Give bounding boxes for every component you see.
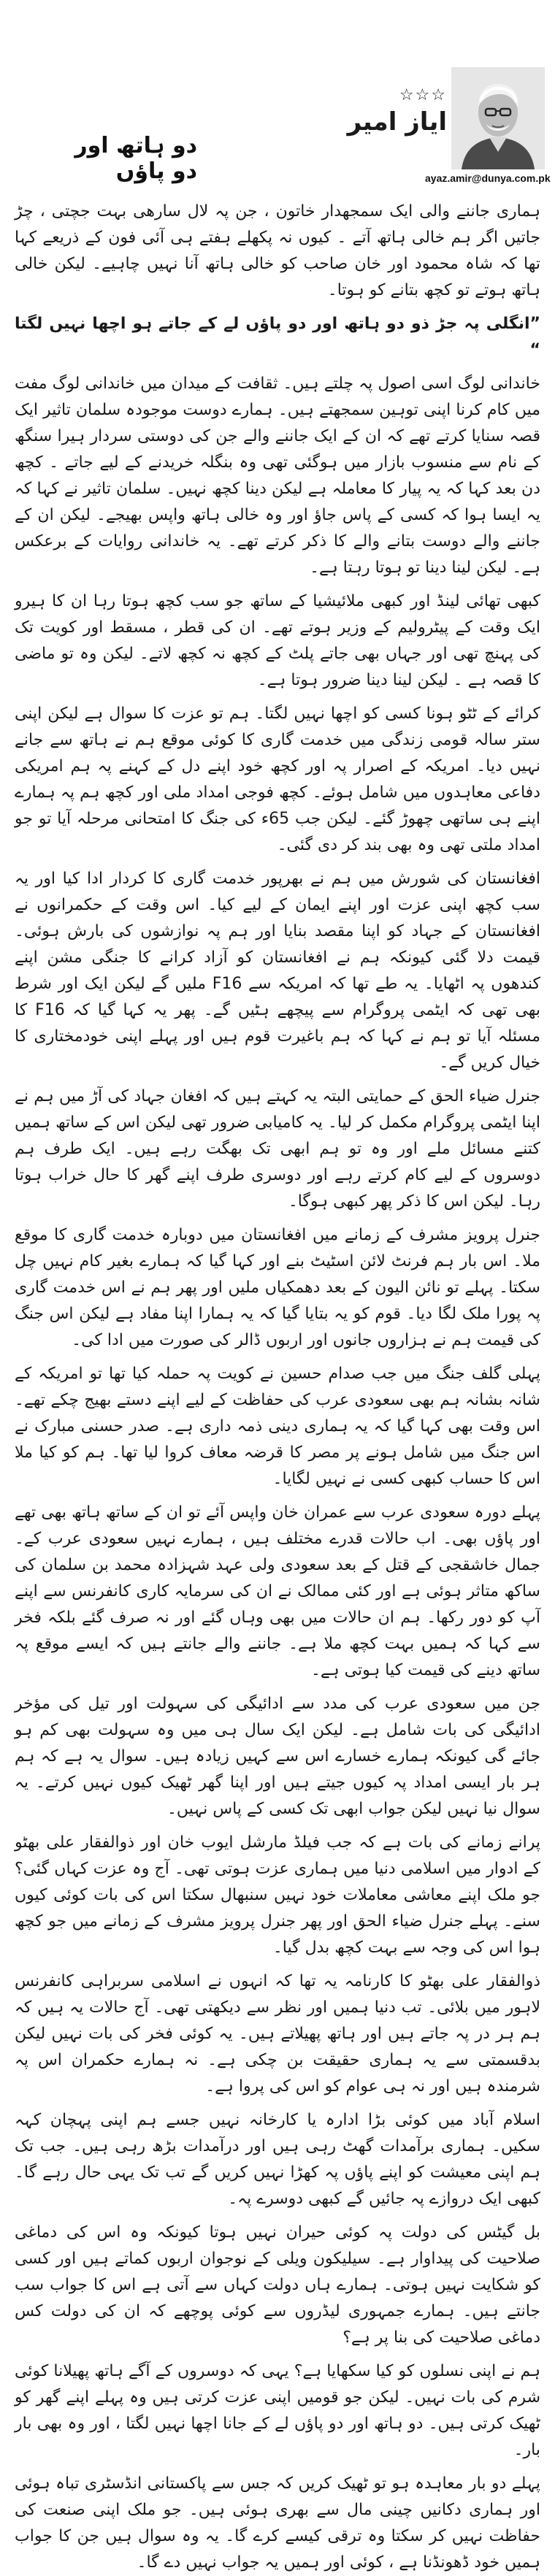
column-header <box>0 0 555 190</box>
article-paragraph: جنرل پرویز مشرف کے زمانے میں افغانستان میں دوبارہ خدمت گاری کا موقع ملا۔ اس بار ہم فرنٹ لائن اسٹیٹ بنے اور کہا گیا کہ ہمارے بغیر کام نہیں چل سکتا۔ پہلے تو نائن الیون کے بعد دھمکیاں ملیں اور پھر ہم نے اس خدمت گاری پہ پورا ملک لگا دیا۔ قوم کو یہ بتایا گیا کہ یہ ہمارا اپنا مفاد ہے لیکن اس جنگ کی قیمت ہم نے ہزاروں جانوں اور اربوں ڈالر کی صورت میں ادا کی۔ <box>15 1226 540 1349</box>
article-paragraph: پہلے دورہ سعودی عرب سے عمران خان واپس آئے تو ان کے ساتھ ہاتھ بھی تھے اور پاؤں بھی۔ اب حالات قدرے مختلف ہیں ، ہمارے نہیں سعودی عرب کے۔ جمال خاشقجی کے قتل کے بعد سعودی ولی عہد شہزادہ محمد بن سلمان کی ساکھ متاثر ہوئی ہے اور کئی ممالک نے ان کی سرمایہ کاری کانفرنس سے اپنے آپ کو دور رکھا۔ ہم ان حالات میں بھی وہاں گئے اور نہ صرف گئے بلکہ فخر سے کہا کہ ہمیں بہت کچھ ملا ہے۔ جاننے والے جانتے ہیں کہ ایسے موقع پہ ساتھ دینے کی قیمت کیا ہوتی ہے۔ <box>15 1503 540 1679</box>
article-quote: ”انگلی پہ جڑ ذو دو ہاتھ اور دو پاؤں لے کے جاتے ہو اچھا نہیں لگتا “ <box>15 315 540 359</box>
article-paragraph: پہلی گلف جنگ میں جب صدام حسین نے کویت پہ حملہ کیا تھا تو امریکہ کے شانہ بشانہ ہم بھی سعودی عرب کی حفاظت کے لیے اپنے دستے بھیج چکے تھے۔ اس وقت بھی کہا گیا کہ یہ ہماری دینی ذمہ داری ہے۔ صدر حسنی مبارک نے اس جنگ میں شامل ہونے پر مصر کا قرضہ معاف کروا لیا تھا۔ ہم کو کیا ملا اس کا حساب کبھی کسی نے نہیں لگایا۔ <box>15 1365 540 1488</box>
rating-stars: ☆☆☆ <box>399 86 447 104</box>
byline <box>337 86 447 137</box>
author-email[interactable]: ayaz.amir@dunya.com.pk <box>425 172 551 184</box>
article-paragraph: پہلے دو بار معاہدہ ہو تو ٹھیک کریں کہ جس سے پاکستانی انڈسٹری تباہ ہوئی اور ہماری دکانیں چینی مال سے بھری ہوئی ہیں۔ جو ملک اپنی صنعت کی حفاظت نہیں کر سکتا وہ ترقی کیسے کرے گا۔ یہ وہ سوال ہیں جن کا جواب ہمیں خود ڈھونڈنا ہے ، کوئی اور ہمیں یہ جواب نہیں دے گا۔ <box>15 2475 540 2572</box>
author-portrait-icon <box>451 67 545 169</box>
article-paragraph: ہم نے اپنی نسلوں کو کیا سکھایا ہے؟ یہی کہ دوسروں کے آگے ہاتھ پھیلانا کوئی شرم کی بات نہیں۔ لیکن جو قومیں اپنی عزت کرتی ہیں وہ پہلے اپنے گھر کو ٹھیک کرتی ہیں۔ دو ہاتھ اور دو پاؤں لے کے جانا اچھا نہیں لگتا ، اور وہ بھی بار بار۔ <box>15 2362 540 2459</box>
article-paragraph: پرانے زمانے کی بات ہے کہ جب فیلڈ مارشل ایوب خان اور ذوالفقار علی بھٹو کے ادوار میں اسلامی دنیا میں ہماری عزت ہوتی تھی۔ آج وہ عزت کہاں گئی؟ جو ملک اپنے معاشی معاملات خود نہیں سنبھال سکتا اس کی بات کوئی کیوں سنے۔ پہلے جنرل ضیاء الحق اور پھر جنرل پرویز مشرف کے زمانے میں جو کچھ ہوا اس کی وجہ سے بہت کچھ بدل گیا۔ <box>15 1833 540 1957</box>
portrait-drawing <box>451 67 545 169</box>
article-paragraph: اسلام آباد میں کوئی بڑا ادارہ یا کارخانہ نہیں جسے ہم اپنی پہچان کہہ سکیں۔ ہماری برآمدات گھٹ رہی ہیں اور درآمدات بڑھ رہی ہیں۔ جب تک ہم اپنی معیشت کو اپنے پاؤں پہ کھڑا نہیں کریں گے تب تک یہی حال رہے گا۔ کبھی ایک دروازے پہ جائیں گے کبھی دوسرے پہ۔ <box>15 2111 540 2208</box>
article-paragraph: ہماری جاننے والی ایک سمجھدار خاتون ، جن پہ لال سارھی بہت جچتی ، چڑ جاتیں اگر ہم خالی ہاتھ آتے ۔ کیوں نہ پکھلے ہفتے ہی آئی فون کے ذریعے کہا تھا کہ شاہ محمود اور خان صاحب کو خالی ہاتھ آنا نہیں چاہیے۔ لیکن خالی ہاتھ ہوتے تو کچھ بتانے کو ہوتا۔ <box>15 202 540 299</box>
article-body <box>15 199 540 2572</box>
article-paragraph: جن میں سعودی عرب کی مدد سے ادائیگی کی سہولت اور تیل کی مؤخر ادائیگی کی بات شامل ہے۔ لیکن ایک سال ہی میں وہ سہولت بھی کم ہو جائے گی کیونکہ ہمارے خسارے اس سے کہیں زیادہ ہیں۔ سوال یہ ہے کہ ہم ہر بار ایسی امداد پہ کیوں جیتے ہیں اور اپنا گھر ٹھیک کیوں نہیں کرتے۔ یہ سوال نیا نہیں لیکن جواب ابھی تک کسی کے پاس نہیں۔ <box>15 1695 540 1818</box>
column-title: دو ہاتھ اور دو پاؤں <box>74 133 197 184</box>
article-paragraph: کرائے کے ٹٹو ہونا کسی کو اچھا نہیں لگتا۔ ہم تو عزت کا سوال ہے لیکن اپنی ستر سالہ قومی زندگی میں خدمت گاری کا کوئی موقع ہم نے ہاتھ سے جانے نہیں دیا۔ امریکہ کے اصرار پہ اور کچھ خود اپنے دل کے کہنے پہ ہم امریکی دفاعی معاہدوں میں شامل ہوئے۔ کچھ فوجی امداد ملی اور کچھ ہم پہ ہمارے اپنے ہی ساتھی چھوڑ گئے۔ لیکن جب 65ء کی جنگ کا امتحانی مرحلہ آیا تو جو امداد ملتی تھی وہ بھی بند کر دی گئی۔ <box>15 705 540 854</box>
article-paragraph: کبھی تھائی لینڈ اور کبھی ملائیشیا کے ساتھ جو سب کچھ ہوتا رہا ان کا ہیرو ایک وقت کے پیٹرولیم کے وزیر ہوتے تھے۔ ان کی قطر ، مسقط اور کویت تک کی پہنچ تھی اور جہاں بھی جاتے پلٹ کے کچھ نہ کچھ لاتے۔ لیکن وہ تو ماضی کا قصہ ہے ۔ لیکن لینا دینا ضرور ہوتا ہے۔ <box>15 592 540 689</box>
article-paragraph: ذوالفقار علی بھٹو کا کارنامہ یہ تھا کہ انہوں نے اسلامی سربراہی کانفرنس لاہور میں بلائی۔ تب دنیا ہمیں اور نظر سے دیکھتی تھی۔ آج حالات یہ ہیں کہ ہم ہر در پہ جاتے ہیں اور ہاتھ پھیلاتے ہیں۔ یہ کوئی فخر کی بات نہیں لیکن بدقسمتی سے یہ ہماری حقیقت بن چکی ہے۔ نہ ہمارے حکمران اس پہ شرمندہ ہیں اور نہ ہی عوام کو اس کی پروا ہے۔ <box>15 1972 540 2096</box>
author-name: ایاز امیر <box>347 107 447 137</box>
article-paragraph: افغانستان کی شورش میں ہم نے بھرپور خدمت گاری کا کردار ادا کیا اور یہ سب کچھ اپنی عزت اور اپنے ایمان کے لیے کیا۔ اس وقت کے حکمرانوں نے افغانستان کے جہاد کو اپنا مقصد بنایا اور ہم پہ نوازشوں کی بارش ہوئی۔ قیمت دلا گئی کیونکہ ہم نے افغانستان کو آزاد کرانے کا جنگی مشن اپنے کندھوں پہ اٹھایا۔ یہ طے تھا کہ امریکہ سے F16 ملیں گے لیکن ایک اور شرط بھی تھی کہ ایٹمی پروگرام سے پیچھے ہٹیں گے۔ پھر یہ کہا گیا کہ F16 کا مسئلہ آیا تو ہم نے کہا کہ ہم باغیرت قوم ہیں اور پہلے اپنی خودمختاری کا خیال کریں گے۔ <box>15 870 540 1072</box>
article-paragraph: جنرل ضیاء الحق کے حمایتی البتہ یہ کہتے ہیں کہ افغان جہاد کی آڑ میں ہم نے اپنا ایٹمی پروگرام مکمل کر لیا۔ یہ کامیابی ضرور تھی لیکن اس کے ساتھ ہمیں کتنے مسائل ملے اور وہ تو ہم ابھی تک بھگت رہے ہیں۔ ایک طرف ہم دوسروں کے لیے کام کرتے رہے اور دوسری طرف اپنے گھر کا حال خراب ہوتا رہا۔ لیکن اس کا ذکر پھر کبھی ہوگا۔ <box>15 1087 540 1211</box>
article-paragraph: بل گیٹس کی دولت پہ کوئی حیران نہیں ہوتا کیونکہ وہ اس کی دماغی صلاحیت کی پیداوار ہے۔ سیلیکون ویلی کے نوجوان اربوں کماتے ہیں اور کسی کو شکایت نہیں ہوتی۔ ہمارے ہاں دولت کہاں سے آتی ہے اس کا جواب سب جانتے ہیں۔ ہمارے جمہوری لیڈروں سے کوئی پوچھے کہ ان کی دولت کس دماغی صلاحیت کی بنا پر ہے؟ <box>15 2223 540 2347</box>
article-paragraph: خاندانی لوگ اسی اصول پہ چلتے ہیں۔ ثقافت کے میدان میں خاندانی لوگ مفت میں کام کرنا اپنی توہین سمجھتے ہیں۔ ہمارے دوست موجودہ سلمان تاثیر ایک قصہ سنایا کرتے تھے کہ ان کے ایک جاننے والے جن کی دوستی سردار ہیرا سنگھ کے نام سے منسوب بازار میں ہوگئی تھی وہ بنگلہ خریدنے کے لیے جاتے ۔ کچھ دن بعد کہا کہ یہ پیار کا معاملہ ہے لیکن دینا کچھ نہیں۔ سلمان تاثیر نے کہا کہ یہ ایسا ہوا کہ کسی کے پاس جاؤ اور وہ خالی ہاتھ واپس بھیجے۔ لیکن ان کے جاننے والے دوست بتانے والے کا ذکر کرتے تھے۔ یہ خاندانی روایات کے برعکس ہے۔ لیکن لینا دینا تو ہوتا رہتا ہے۔ <box>15 375 540 577</box>
